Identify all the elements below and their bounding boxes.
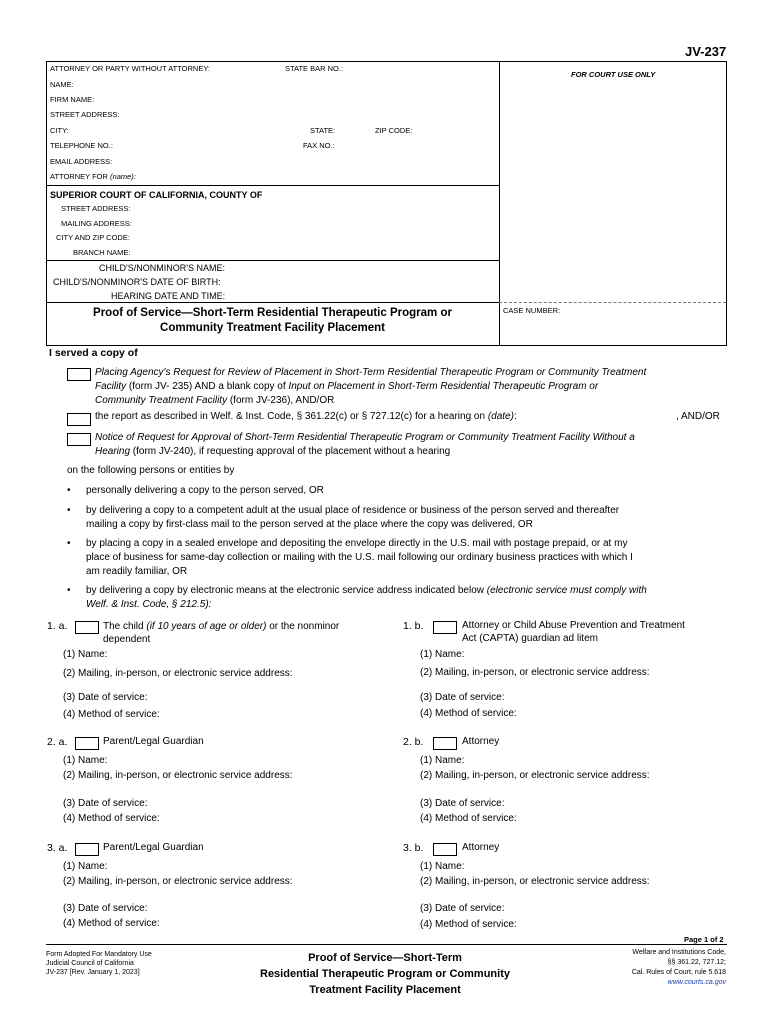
s2b-address-label: (2) Mailing, in-person, or electronic service address:	[420, 770, 650, 781]
s1b-checkbox[interactable]	[433, 621, 457, 634]
option-report-label: the report as described in Welf. & Inst. Code, § 361.22(c) or § 727.12(c) for a hearing on	[95, 411, 488, 422]
child-dob-label: CHILD'S/NONMINOR'S DATE OF BIRTH:	[53, 277, 221, 287]
footer-title	[220, 950, 550, 998]
option-jv240-text	[95, 431, 735, 459]
s2a-date-label: (3) Date of service:	[63, 798, 148, 809]
right-border	[726, 61, 727, 345]
bullet-mail-line1: • by placing a copy in a sealed envelope and depositing the envelope directly in the U.S. mail with postage prepaid, or at my	[86, 538, 628, 549]
s2a-method-label: (4) Method of service:	[63, 813, 160, 824]
s1b-name-label: (1) Name:	[420, 649, 465, 660]
s1b-label-line1: Attorney or Child Abuse Prevention and Treatment	[462, 620, 685, 631]
footer-left-line1: Form Adopted For Mandatory Use	[46, 951, 152, 958]
form-title-line1: Proof of Service—Short-Term Residential Therapeutic Program or	[93, 307, 452, 319]
s3a-method-label: (4) Method of service:	[63, 918, 160, 929]
attorney-for-text: ATTORNEY FOR	[50, 172, 108, 181]
s1a-label-post: or the nonminor	[266, 621, 340, 632]
s2b-checkbox[interactable]	[433, 737, 457, 750]
option-jv236-title: Input on Placement in Short-Term Residential Therapeutic Program or	[288, 381, 599, 392]
s3b-checkbox[interactable]	[433, 843, 457, 856]
footer-right-line3: Cal. Rules of Court, rule 5.618	[631, 969, 726, 976]
child-bottom-border	[46, 302, 499, 303]
option-jv235-facility: Facility	[95, 381, 127, 392]
s2a-name-label: (1) Name:	[63, 755, 108, 766]
s1a-label-pre: The child	[103, 621, 147, 632]
s1a-address-label: (2) Mailing, in-person, or electronic service address:	[63, 668, 293, 679]
s3b-number: 3. b.	[403, 842, 424, 854]
s3a-name-label: (1) Name:	[63, 861, 108, 872]
state-label: STATE:	[310, 126, 336, 135]
option-report-colon: :	[513, 411, 517, 422]
bullet-electronic-code: Welf. & Inst. Code, § 212.5):	[86, 599, 212, 610]
bullet-competent-adult-line2: mailing a copy by first-class mail to the person served at the place where the copy was delivered, OR	[86, 519, 533, 530]
s2b-method-label: (4) Method of service:	[420, 813, 517, 824]
option-jv240-hearing: Hearing	[95, 446, 131, 457]
footer-title-line1: Proof of Service—Short-Term	[308, 952, 462, 964]
case-number-label: CASE NUMBER:	[503, 306, 561, 315]
s1b-address-label: (2) Mailing, in-person, or electronic service address:	[420, 667, 650, 678]
form-title	[46, 306, 499, 336]
court-use-label: FOR COURT USE ONLY	[571, 70, 656, 79]
bullet-personal-delivery: • personally delivering a copy to the person served, OR	[86, 485, 324, 496]
option-jv240-rest: (form JV-240), if requesting approval of the placement without a hearing	[130, 446, 451, 457]
form-title-line2: Community Treatment Facility Placement	[160, 322, 385, 334]
bullet-mail-line2: place of business for same-day collection or mailing with the U.S. mail following our ordinary business practices with which I	[86, 552, 633, 563]
city-label: CITY:	[50, 126, 69, 135]
attorney-street-label: STREET ADDRESS:	[50, 110, 120, 119]
option-jv235-text	[95, 366, 735, 408]
fax-label: FAX NO.:	[303, 141, 335, 150]
court-bottom-border	[46, 260, 499, 261]
bullet-mail	[86, 537, 736, 579]
footer-rule	[46, 944, 727, 945]
child-name-label: CHILD'S/NONMINOR'S NAME:	[99, 263, 225, 273]
top-border	[46, 61, 727, 62]
s1a-date-label: (3) Date of service:	[63, 692, 148, 703]
bullet-electronic-note: (electronic service must comply with	[486, 585, 647, 596]
option-jv235-line1: Placing Agency's Request for Review of Placement in Short-Term Residential Therapeutic Program or Community Treatment	[95, 367, 647, 378]
bullet-competent-adult	[86, 504, 736, 532]
s1b-label-line2: Act (CAPTA) guardian ad litem	[462, 633, 598, 644]
s1a-number: 1. a.	[47, 620, 68, 632]
attorney-for-name-hint: (name):	[110, 172, 136, 181]
email-label: EMAIL ADDRESS:	[50, 157, 113, 166]
s3b-label: Attorney	[462, 842, 500, 853]
s3a-address-label: (2) Mailing, in-person, or electronic service address:	[63, 876, 293, 887]
footer-right	[632, 948, 726, 988]
court-street-label: STREET ADDRESS:	[61, 204, 131, 213]
courts-website-link[interactable]: www.courts.ca.gov	[667, 979, 726, 986]
s1a-method-label: (4) Method of service:	[63, 709, 160, 720]
footer-right-line2: §§ 361.22, 727.12;	[667, 959, 726, 966]
s1b-number: 1. b.	[403, 620, 424, 632]
s1b-method-label: (4) Method of service:	[420, 708, 517, 719]
s3b-method-label: (4) Method of service:	[420, 919, 517, 930]
bullet-electronic-line1: by delivering a copy by electronic means at the electronic service address indicated below	[86, 585, 487, 596]
footer-left	[46, 950, 152, 977]
s1b-date-label: (3) Date of service:	[420, 692, 505, 703]
attorney-for-label	[50, 172, 136, 181]
s3a-date-label: (3) Date of service:	[63, 903, 148, 914]
s1a-label	[103, 620, 339, 646]
bullet-competent-adult-line1: • by delivering a copy to a competent adult at the usual place of residence or business of the person served and thereafter	[86, 505, 620, 516]
footer-left-line2: Judicial Council of California	[46, 960, 134, 967]
option-jv236-facility: Community Treatment Facility	[95, 395, 228, 406]
s3a-checkbox[interactable]	[75, 843, 99, 856]
footer-title-line2: Residential Therapeutic Program or Community	[260, 968, 510, 980]
court-use-bottom-border	[499, 302, 726, 303]
option-report-text	[95, 411, 517, 422]
s1b-label	[462, 619, 685, 645]
served-copy-heading: I served a copy of	[49, 347, 138, 359]
s1a-label-age: (if 10 years of age or older)	[146, 621, 267, 632]
s1a-label-line2: dependent	[103, 634, 151, 645]
option-report-checkbox[interactable]	[67, 413, 91, 426]
s3b-date-label: (3) Date of service:	[420, 903, 505, 914]
s1a-checkbox[interactable]	[75, 621, 99, 634]
option-jv240-line1: Notice of Request for Approval of Short-Term Residential Therapeutic Program or Community Treatment Facility Without a	[95, 432, 635, 443]
firm-name-label: FIRM NAME:	[50, 95, 95, 104]
zip-label: ZIP CODE:	[375, 126, 413, 135]
court-mailing-label: MAILING ADDRESS:	[61, 219, 132, 228]
attorney-header: ATTORNEY OR PARTY WITHOUT ATTORNEY:	[50, 64, 211, 73]
form-id: JV-237	[685, 44, 727, 59]
s3b-name-label: (1) Name:	[420, 861, 465, 872]
bullet-electronic	[86, 584, 736, 612]
following-persons-text: on the following persons or entities by	[67, 465, 235, 476]
court-city-zip-label: CITY AND ZIP CODE:	[56, 233, 130, 242]
court-title: SUPERIOR COURT OF CALIFORNIA, COUNTY OF	[50, 190, 263, 200]
s3a-number: 3. a.	[47, 842, 68, 854]
s3b-address-label: (2) Mailing, in-person, or electronic service address:	[420, 876, 650, 887]
option-jv236-rest: (form JV-236), AND/OR	[227, 395, 335, 406]
s2a-address-label: (2) Mailing, in-person, or electronic service address:	[63, 770, 293, 781]
title-bottom-border	[46, 345, 727, 346]
attorney-bottom-border	[46, 185, 499, 186]
s2b-name-label: (1) Name:	[420, 755, 465, 766]
footer-title-line3: Treatment Facility Placement	[309, 984, 461, 996]
s2b-number: 2. b.	[403, 736, 424, 748]
option-jv240-checkbox[interactable]	[67, 433, 91, 446]
option-report-andor: , AND/OR	[676, 411, 720, 422]
s2a-label: Parent/Legal Guardian	[103, 736, 204, 747]
attorney-name-label: NAME:	[50, 80, 74, 89]
state-bar-label: STATE BAR NO.:	[285, 64, 344, 73]
s3a-label: Parent/Legal Guardian	[103, 842, 204, 853]
page-number: Page 1 of 2	[684, 935, 724, 944]
footer-left-line3: JV-237 [Rev. January 1, 2023]	[46, 969, 140, 976]
hearing-date-label: HEARING DATE AND TIME:	[111, 291, 226, 301]
s1a-name-label: (1) Name:	[63, 649, 108, 660]
option-report-date-hint: (date)	[487, 411, 514, 422]
footer-right-line1: Welfare and Institutions Code,	[632, 949, 726, 956]
s2a-number: 2. a.	[47, 736, 68, 748]
option-jv235-checkbox[interactable]	[67, 368, 91, 381]
option-jv235-rest: (form JV- 235) AND a blank copy of	[126, 381, 289, 392]
bullet-mail-line3: am readily familiar, OR	[86, 566, 188, 577]
s2b-date-label: (3) Date of service:	[420, 798, 505, 809]
s2b-label: Attorney	[462, 736, 500, 747]
phone-label: TELEPHONE NO.:	[50, 141, 113, 150]
branch-label: BRANCH NAME:	[73, 248, 131, 257]
s2a-checkbox[interactable]	[75, 737, 99, 750]
